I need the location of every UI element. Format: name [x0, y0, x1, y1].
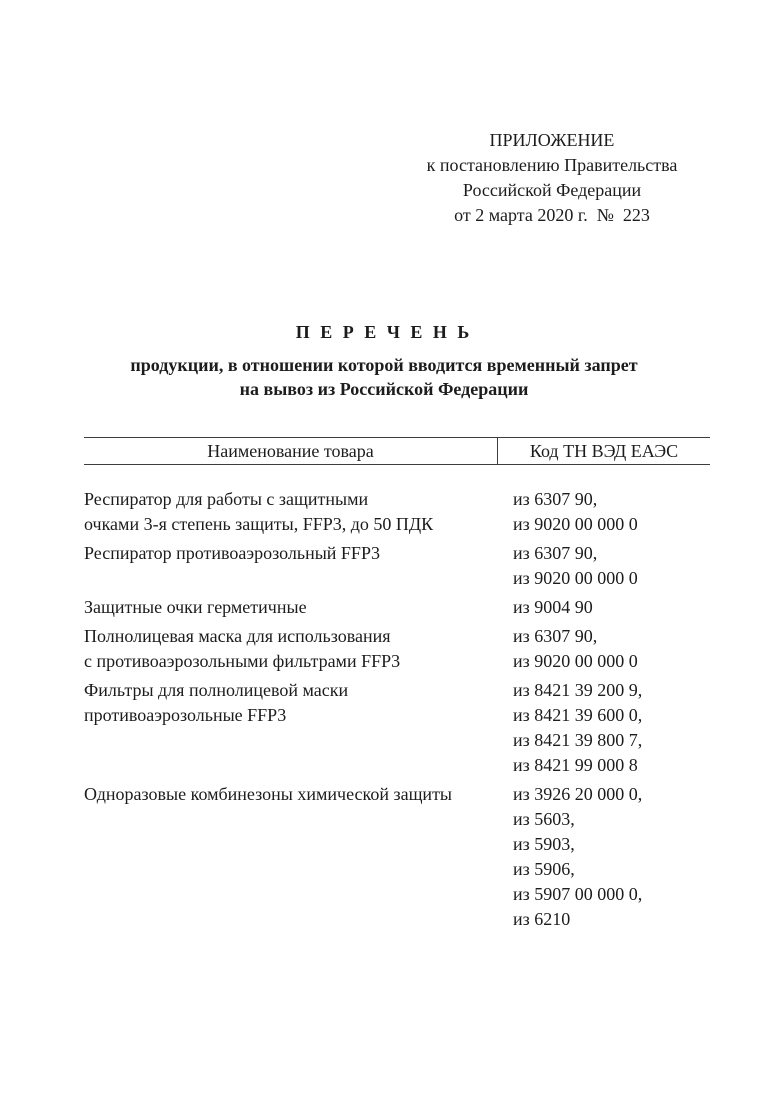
product-name-cell [84, 595, 498, 620]
product-name-line: Полнолицевая маска для использования [84, 626, 391, 646]
customs-code-line: из 5906, [513, 859, 575, 879]
product-codes-cell [498, 541, 710, 591]
product-table-body [84, 465, 710, 932]
appendix-label: ПРИЛОЖЕНИЕ [489, 130, 615, 150]
product-name-line: очками 3-я степень защиты, FFP3, до 50 ПДК [84, 514, 434, 534]
table-row [84, 782, 710, 932]
table-row [84, 678, 710, 778]
decree-reference-line: Российской Федерации [462, 180, 642, 200]
customs-code-line: из 5907 00 000 0, [513, 884, 643, 904]
table-row [84, 624, 710, 674]
product-codes-cell [498, 624, 710, 674]
product-table [84, 437, 710, 932]
product-codes-cell [498, 487, 710, 537]
table-row [84, 541, 710, 591]
customs-code-line: из 5603, [513, 809, 575, 829]
table-header-row [84, 437, 710, 465]
customs-code-line: из 9020 00 000 0 [513, 514, 638, 534]
column-header-product-name: Наименование товара [84, 438, 498, 464]
product-name-cell [84, 624, 498, 674]
customs-code-line: из 6307 90, [513, 626, 598, 646]
product-codes-cell [498, 678, 710, 778]
page-title: П Е Р Е Ч Е Н Ь [295, 322, 473, 342]
page-subtitle [0, 353, 768, 401]
customs-code-line: из 8421 39 200 9, [513, 680, 643, 700]
subtitle-line: продукции, в отношении которой вводится временный запрет [130, 355, 638, 375]
table-row [84, 595, 710, 620]
customs-code-line: из 9020 00 000 0 [513, 651, 638, 671]
customs-code-line: из 6210 [513, 909, 571, 929]
product-name-line: Респиратор противоаэрозольный FFP3 [84, 543, 380, 563]
product-name-line: Респиратор для работы с защитными [84, 489, 369, 509]
subtitle-line: на вывоз из Российской Федерации [239, 379, 529, 399]
customs-code-line: из 6307 90, [513, 543, 598, 563]
appendix-reference [406, 128, 698, 228]
product-codes-cell [498, 782, 710, 932]
decree-date-number: от 2 марта 2020 г. № 223 [454, 205, 650, 225]
customs-code-line: из 8421 39 800 7, [513, 730, 643, 750]
table-row [84, 487, 710, 537]
customs-code-line: из 3926 20 000 0, [513, 784, 643, 804]
product-name-line: Фильтры для полнолицевой маски [84, 680, 349, 700]
customs-code-line: из 8421 99 000 8 [513, 755, 638, 775]
decree-reference-line: к постановлению Правительства [426, 155, 678, 175]
column-header-customs-code: Код ТН ВЭД ЕАЭС [529, 440, 679, 461]
customs-code-line: из 9020 00 000 0 [513, 568, 638, 588]
product-name-line: с противоаэрозольными фильтрами FFP3 [84, 651, 401, 671]
customs-code-line: из 6307 90, [513, 489, 598, 509]
product-name-cell [84, 782, 498, 807]
product-name-cell [84, 678, 498, 728]
product-name-line: Защитные очки герметичные [84, 597, 307, 617]
product-name-line: Одноразовые комбинезоны химической защиты [84, 784, 453, 804]
product-name-cell [84, 487, 498, 537]
product-name-line: противоаэрозольные FFP3 [84, 705, 287, 725]
product-name-cell [84, 541, 498, 566]
customs-code-line: из 8421 39 600 0, [513, 705, 643, 725]
customs-code-line: из 5903, [513, 834, 575, 854]
product-codes-cell [498, 595, 710, 620]
customs-code-line: из 9004 90 [513, 597, 593, 617]
